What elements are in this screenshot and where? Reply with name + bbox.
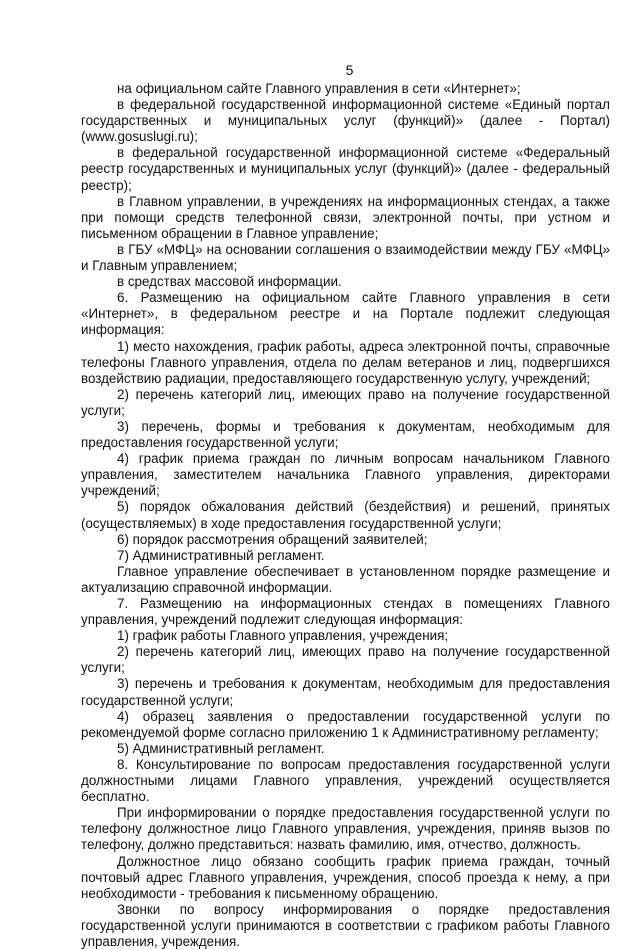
paragraph: 3) перечень, формы и требования к документам, необходимым для предоставления государственной услуги; xyxy=(81,418,610,451)
paragraph: 4) график приема граждан по личным вопросам начальником Главного управления, заместителем начальника Главного управления, директорами учреждений; xyxy=(81,451,610,499)
paragraph: 5) Административный регламент. xyxy=(117,740,325,756)
paragraph: 8. Консультирование по вопросам предоставления государственной услуги должностными лицами Главного управления, учреждений осуществляется бесплатно. xyxy=(81,756,610,805)
paragraph: в Главном управлении, в учреждениях на информационных стендах, а также при помощи средств телефонной связи, электронной почты, при устном и письменном обращении в Главное управление; xyxy=(81,193,610,241)
paragraph: 2) перечень категорий лиц, имеющих право на получение государственной услуги; xyxy=(81,386,610,418)
paragraph: 7. Размещению на информационных стендах в помещениях Главного управления, учреждений подлежит следующая информация: xyxy=(81,596,610,628)
paragraph: 3) перечень и требования к документам, необходимым для предоставления государственной услуги; xyxy=(81,676,610,708)
paragraph: в ГБУ «МФЦ» на основании соглашения о взаимодействии между ГБУ «МФЦ» и Главным управлением; xyxy=(81,241,610,274)
paragraph: в федеральной государственной информационной системе «Федеральный реестр государственных и муниципальных услуг (функций)» (далее - федеральный реестр); xyxy=(81,145,610,193)
paragraph: 1) место нахождения, график работы, адреса электронной почты, справочные телефоны Главного управления, отдела по делам ветеранов и лиц, подвергшихся воздействию радиации, предоставляющего государственную услугу, учреждений; xyxy=(81,338,610,386)
paragraph: Главное управление обеспечивает в установленном порядке размещение и актуализацию справочной информации. xyxy=(81,563,610,595)
paragraph: в федеральной государственной информационной системе «Единый портал государственных и муниципальных услуг (функций)» (далее - Портал) (www.gosuslugi.ru); xyxy=(81,97,610,145)
paragraph: 1) график работы Главного управления, учреждения; xyxy=(117,628,449,644)
document-body xyxy=(81,81,610,950)
paragraph: 2) перечень категорий лиц, имеющих право на получение государственной услуги; xyxy=(81,644,610,676)
paragraph: 5) порядок обжалования действий (бездействия) и решений, принятых (осуществляемых) в ходе предоставления государственной услуги; xyxy=(81,499,610,531)
page-number: 5 xyxy=(345,62,354,78)
paragraph: Должностное лицо обязано сообщить график приема граждан, точный почтовый адрес Главного управления, учреждения, способ проезда к нему, а при необходимости - требования к письменному обращению. xyxy=(81,853,610,901)
paragraph: на официальном сайте Главного управления в сети «Интернет»; xyxy=(117,81,521,96)
paragraph: Звонки по вопросу информирования о порядке предоставления государственной услуги принимаются в соответствии с графиком работы Главного управления, учреждения. xyxy=(81,901,610,949)
paragraph: 7) Административный регламент. xyxy=(117,547,325,563)
paragraph: 6. Размещению на официальном сайте Главного управления в сети «Интернет», в федеральном реестре и на Портале подлежит следующая информация: xyxy=(81,290,610,338)
paragraph: в средствах массовой информации. xyxy=(117,274,342,290)
paragraph: 4) образец заявления о предоставлении государственной услуги по рекомендуемой форме согласно приложению 1 к Административному регламенту; xyxy=(81,708,610,740)
paragraph: При информировании о порядке предоставления государственной услуги по телефону должностное лицо Главного управления, учреждения, приняв вызов по телефону, должно представиться: назвать фамилию, имя, отчество, должность. xyxy=(81,805,610,853)
paragraph: 6) порядок рассмотрения обращений заявителей; xyxy=(117,531,428,547)
